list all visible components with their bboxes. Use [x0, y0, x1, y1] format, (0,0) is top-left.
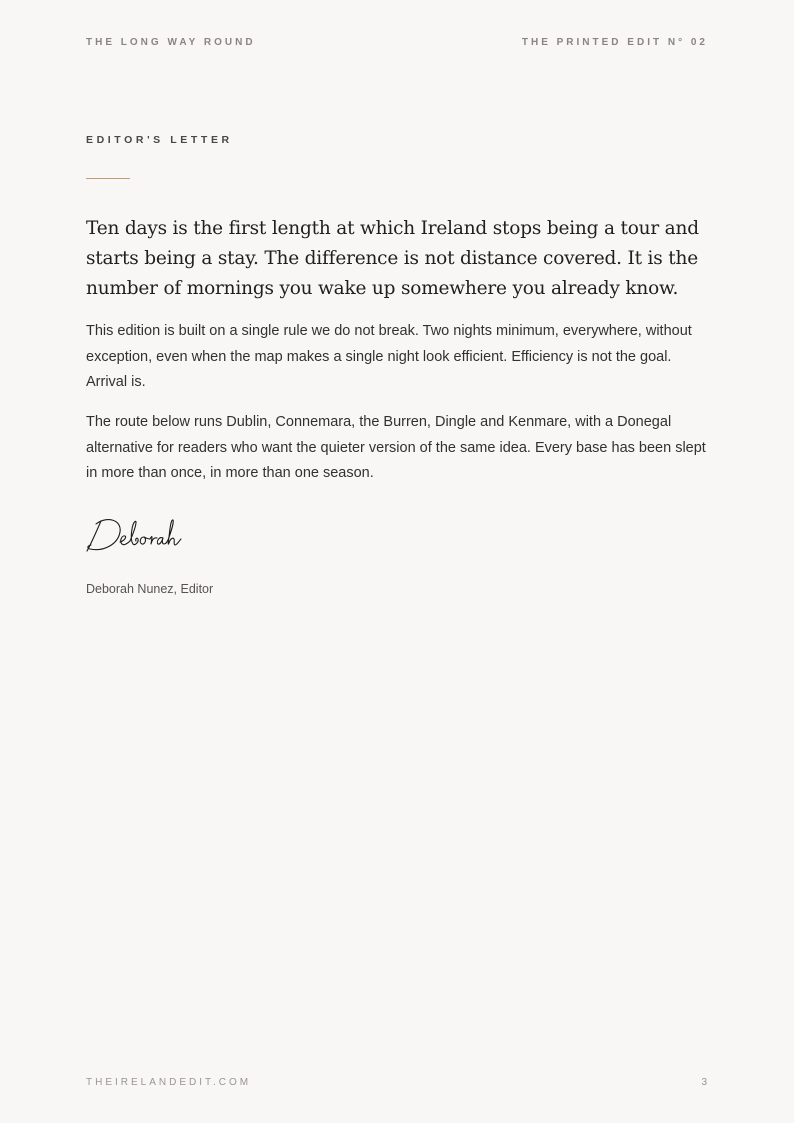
accent-rule: [86, 178, 130, 179]
section-kicker: EDITOR'S LETTER: [86, 134, 233, 146]
publication-title: THE LONG WAY ROUND: [86, 37, 256, 48]
running-header: [86, 37, 708, 48]
site-url: THEIRELANDEDIT.COM: [86, 1077, 252, 1088]
body-paragraph-1: This edition is built on a single rule we do not break. Two nights minimum, everywhere, without exception, even when the map makes a single night look efficient. Efficiency is not the goal. Arrival is.: [86, 323, 692, 390]
edition-label: THE PRINTED EDIT N° 02: [521, 37, 708, 48]
page-footer: [86, 1077, 707, 1088]
page-number: 3: [701, 1077, 707, 1088]
editor-signature: [84, 512, 184, 561]
body-paragraph-2: The route below runs Dublin, Connemara, the Burren, Dingle and Kenmare, with a Donegal alternative for readers who want the quieter version of the same idea. Every base has been slept in more than once, in more than one season.: [86, 414, 706, 481]
lead-paragraph: Ten days is the first length at which Ireland stops being a tour and starts being a stay. The difference is not distance covered. It is the number of mornings you wake up somewhere you already know.: [86, 218, 699, 299]
editor-byline: Deborah Nunez, Editor: [86, 582, 214, 596]
